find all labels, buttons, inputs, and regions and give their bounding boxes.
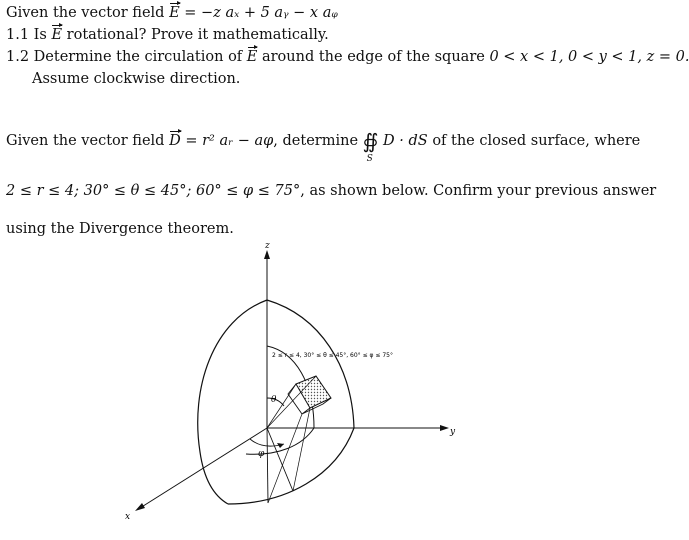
field-d-symbol: D — [169, 133, 181, 149]
problem1-intro: Given the vector field — [6, 5, 165, 21]
field-d-expression: = r² aᵣ − aφ — [185, 133, 274, 149]
integral-expression: D · dS — [383, 133, 428, 149]
field-e-symbol: E — [169, 5, 180, 21]
problem2-closing: using the Divergence theorem. — [6, 221, 234, 237]
outer-sphere-meridian-xz — [198, 300, 267, 504]
determine-text: , determine — [273, 133, 359, 149]
q1-text-b: rotational? Prove it mathematically. — [66, 27, 329, 43]
y-label: y — [450, 427, 456, 437]
q2-field-symbol: E — [246, 49, 258, 65]
q2-text-b: around the edge of the square — [261, 49, 485, 65]
phi-label: φ — [258, 449, 265, 459]
integral-tail: of the closed surface, where — [432, 133, 641, 149]
radial-line-d — [268, 414, 302, 503]
problem2-intro-line — [6, 129, 641, 164]
question-1-2 — [6, 48, 689, 66]
q1-text-a: Is — [33, 27, 47, 43]
spherical-region-figure — [118, 238, 468, 538]
q1-field-symbol: E — [51, 27, 63, 43]
figure-annotation: 2 ≤ r ≤ 4, 30° ≤ θ ≤ 45°, 60° ≤ φ ≤ 75° — [272, 352, 393, 359]
closed-surface-integral-symbol: ∯ S — [362, 129, 379, 164]
y-axis-arrow — [440, 425, 449, 431]
inner-sphere-equator — [246, 428, 314, 454]
problem2-region-tail: , as shown below. Confirm your previous answer — [300, 183, 657, 199]
radial-line-c — [293, 408, 310, 491]
outer-sphere-equator — [228, 428, 354, 504]
z-label: z — [265, 241, 270, 251]
question-1-1 — [6, 26, 329, 44]
integral-domain: S — [366, 154, 373, 164]
problem2-region-line — [6, 182, 656, 200]
problem1-intro-line — [6, 4, 338, 22]
theta-label: θ — [271, 395, 277, 405]
q1-number: 1.1 — [6, 27, 30, 43]
x-axis-arrow — [135, 503, 145, 511]
radial-line-a — [267, 384, 296, 428]
q2-number: 1.2 — [6, 49, 30, 65]
field-e-expression: = −z aₓ + 5 aᵧ − x aᵩ — [184, 5, 338, 21]
z-axis-arrow — [264, 250, 270, 259]
problem2-region: 2 ≤ r ≤ 4; 30° ≤ θ ≤ 45°; 60° ≤ φ ≤ 75° — [6, 183, 301, 199]
q2-assumption: Assume clockwise direction. — [32, 71, 241, 87]
q2-text-a: Determine the circulation of — [33, 49, 243, 65]
q2-region: 0 < x < 1, 0 < y < 1, z = 0. — [489, 49, 689, 65]
problem2-intro: Given the vector field — [6, 133, 165, 149]
phi-line-75 — [267, 428, 268, 503]
x-label: x — [125, 512, 131, 522]
phi-line-60 — [267, 428, 293, 491]
